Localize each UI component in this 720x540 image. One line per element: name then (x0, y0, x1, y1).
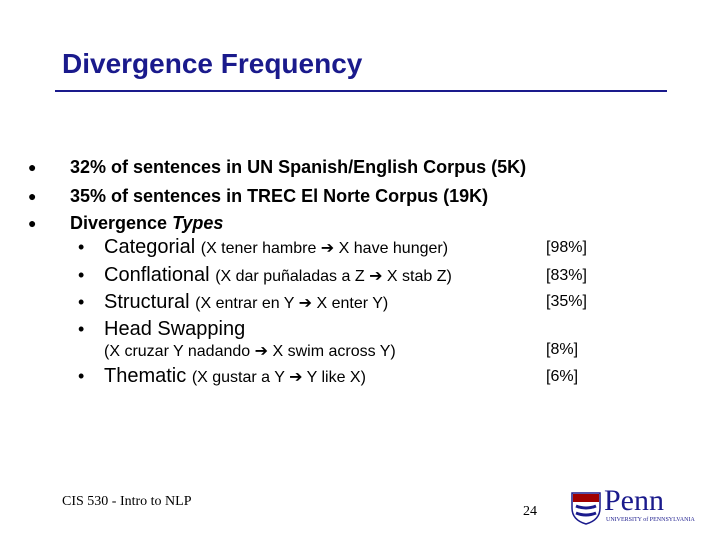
divergence-type-percent: [6%] (546, 368, 579, 385)
divergence-type-percent: [98%] (546, 239, 587, 256)
divergence-type-item (78, 364, 366, 390)
footer-text: CIS 530 - Intro to NLP (62, 494, 192, 509)
divergence-type-item (78, 235, 449, 261)
divergence-type-percent: [35%] (546, 293, 587, 310)
sub-bullet-dot-icon: • (78, 366, 85, 386)
divergence-type-example-line (104, 338, 396, 364)
arrow-icon: ➔ (254, 343, 269, 360)
title-underline (55, 90, 667, 92)
bullet-text: Divergence Types (70, 213, 224, 233)
penn-logo-subtext: UNIVERSITY of PENNSYLVANIA (606, 517, 695, 523)
divergence-type-item (78, 263, 452, 289)
sub-bullet-dot-icon: • (78, 237, 85, 257)
divergence-type-example: (X entrar en Y ➔ X enter Y) (195, 295, 389, 312)
sub-bullet-dot-icon: • (78, 292, 85, 312)
slide-title: Divergence Frequency (62, 48, 363, 79)
arrow-icon: ➔ (369, 268, 383, 285)
divergence-type-name: Conflational (104, 264, 210, 286)
bullet-text: 32% of sentences in UN Spanish/English Corpus (5K) (70, 157, 527, 177)
divergence-type-example: (X tener hambre ➔ X have hunger) (200, 240, 449, 257)
divergence-type-percent: [83%] (546, 267, 587, 284)
sub-bullet-dot-icon: • (78, 319, 85, 339)
penn-shield-icon (572, 493, 600, 524)
penn-logo-text: Penn (604, 484, 664, 517)
divergence-type-example: (X gustar a Y ➔ Y like X) (191, 369, 366, 386)
arrow-icon: ➔ (289, 369, 303, 386)
bullet-italic-text: Types (172, 213, 224, 233)
sub-bullet-dot-icon: • (78, 265, 85, 285)
divergence-type-example: (X cruzar Y nadando ➔ X swim across Y) (104, 343, 396, 360)
divergence-type-name: Thematic (104, 365, 187, 387)
divergence-type-name: Head Swapping (104, 318, 246, 340)
divergence-type-name: Categorial (104, 236, 196, 258)
arrow-icon: ➔ (320, 240, 335, 257)
divergence-type-example: (X dar puñaladas a Z ➔ X stab Z) (215, 268, 452, 285)
arrow-icon: ➔ (298, 295, 313, 312)
page-number: 24 (523, 504, 537, 519)
divergence-type-item (78, 290, 389, 316)
divergence-type-percent: [8%] (546, 341, 579, 358)
divergence-type-name: Structural (104, 291, 190, 313)
bullet-dot-icon: ● (28, 215, 37, 231)
bullet-dot-icon: ● (28, 159, 37, 175)
bullet-dot-icon: ● (28, 188, 37, 204)
bullet-text: 35% of sentences in TREC El Norte Corpus (19K) (70, 186, 489, 206)
